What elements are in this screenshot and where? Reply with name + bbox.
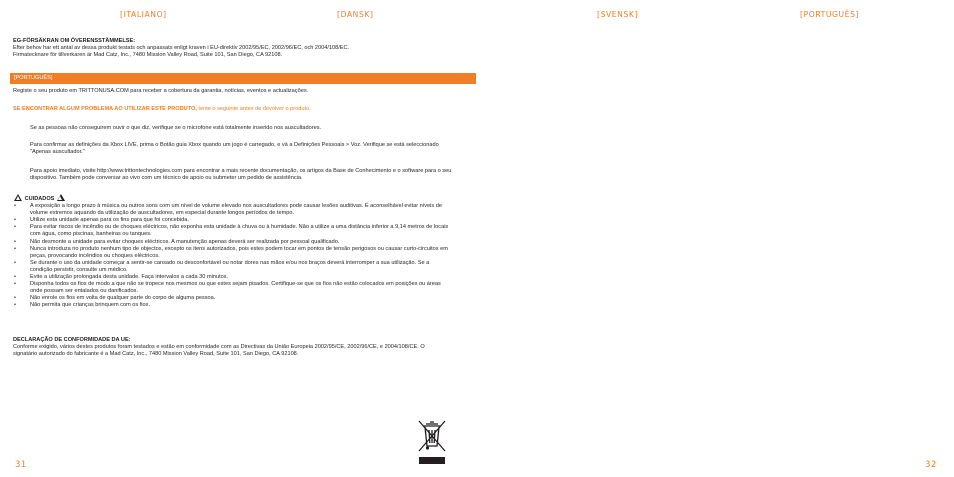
nav-italiano[interactable]: [ITALIANO] xyxy=(120,10,167,19)
svensk-declaration-line1: Efter behov har ett antal av dessa produkt testats och anpassats enligt kraven i EU-direktiv 2002/95/EC, 2002/96/EC, och 2004/108/EC. xyxy=(13,45,350,51)
svensk-declaration-heading: EG-FÖRSÄKRAN OM ÖVERENSSTÄMMELSE: xyxy=(13,38,136,44)
list-item: • Se durante o uso da unidade começar a sentir-se cansado ou desconfortável ou notar dores nas mãos e/ou nos braços deverá interromper a sua utilização. Se a condição persistir, consulte um médico. xyxy=(13,260,453,274)
page-number-right: 32 xyxy=(925,460,937,470)
list-item: • Utilize esta unidade apenas para os fins para que foi concebida. xyxy=(13,217,453,224)
cautions-heading: CUIDADOS xyxy=(24,196,55,202)
svensk-declaration xyxy=(13,38,448,59)
eu-declaration xyxy=(13,337,449,358)
list-item: • Não enrole os fios em volta de qualquer parte do corpo de alguma pessoa. xyxy=(13,295,453,302)
warning-triangle-icon xyxy=(57,194,65,201)
troubleshoot-heading: SE ENCONTRAR ALGUM PROBLEMA AO UTILIZAR ESTE PRODUTO, xyxy=(13,106,197,112)
nav-dansk[interactable]: [DANSK] xyxy=(337,10,374,19)
tip-microphone: Se as pessoas não conseguirem ouvir o que diz, verifique se o microfone está totalmente inserido nos auscultadores. xyxy=(30,125,322,131)
cautions-section xyxy=(13,194,453,310)
list-item: • Evite a utilização prolongada desta unidade. Faça intervalos a cada 30 minutos. xyxy=(13,274,453,281)
eu-declaration-text: Conforme exigido, vários destes produtos foram testados e estão em conformidade com as Directivas da União Europeia 2002/95/CE, 2002/96/CE, e 2004/108/CE. O signatário autorizado do fabricante é a Mad Catz, Inc., 7480 Mission Valley Road, Suite 101, San Diego, CA 92108. xyxy=(13,344,425,358)
list-item: • Para evitar riscos de incêndio ou de choques eléctricos, não exponha esta unidade à chuva ou à humidade. Não a utilize a uma distância inferior a 9,14 metros de locais com água, como piscinas, banheiras ou tanques. xyxy=(13,224,453,238)
list-item: • Não permita que crianças brinquem com os fios. xyxy=(13,302,453,309)
list-item: • Nunca introduza no produto nenhum tipo de objectos, excepto os itens autorizados, pois estes podem tocar em pontos de tensão perigosos ou causar curto-circuitos em peças, provocando incêndios ou choques eléctricos. xyxy=(13,246,453,260)
cautions-list xyxy=(13,203,453,309)
troubleshoot-intro-text: tente o seguinte antes de devolver o produto. xyxy=(196,106,311,112)
list-item: • Disponha todos os fios de modo a que não se tropece nos mesmos ou que estes sejam pisados. Certifique-se que os fios não estão colocados em posições ou áreas onde possam ser entalados ou danificados. xyxy=(13,281,453,295)
nav-portugues[interactable]: [PORTUGUÊS] xyxy=(800,10,860,19)
cautions-title xyxy=(13,194,453,203)
page-number-left: 31 xyxy=(15,460,27,470)
svensk-declaration-line2: Firmatecknare för tillverkaren är Mad Catz, Inc., 7480 Mission Valley Road, Suite 101, San Diego, CA 92108. xyxy=(13,52,283,58)
tip-support: Para apoio imediato, visite http://www.trittontechnologies.com para encontrar a mais recente documentação, os artigos da Base de Conhecimento e o software para o seu dispositivo. Também pode conversar ao vivo com um técnico de apoio ou submeter um pedido de assistência. xyxy=(30,168,452,182)
warning-triangle-icon xyxy=(14,194,22,201)
weee-crossed-bin-icon xyxy=(417,420,447,465)
section-bar-portugues: [PORTUGUÊS] xyxy=(10,73,476,84)
eu-declaration-heading: DECLARAÇÃO DE CONFORMIDADE DA UE: xyxy=(13,337,131,343)
nav-svensk[interactable]: [SVENSK] xyxy=(597,10,639,19)
register-text: Registe o seu produto em TRITTONUSA.COM para receber a cobertura da garantia, notícias, eventos e actualizações. xyxy=(13,88,309,94)
list-item: • Não desmonte a unidade para evitar choques eléctricos. A manutenção apenas deverá ser realizada por pessoal qualificado. xyxy=(13,239,453,246)
list-item: • A exposição a longo prazo à música ou outros sons com um nível de volume elevado nos auscultadores pode causar lesões auditivas. É aconselhável evitar níveis de volume extremos aquando da utilização de auscultadores, em especial durante longos períodos de tempo. xyxy=(13,203,453,217)
troubleshoot-intro xyxy=(13,106,453,113)
tip-xbox-live: Para confirmar as definições da Xbox LIVE, prima o Botão guia Xbox quando um jogo é carregado, e vá a Definições Pessoais > Voz. Verifique se está seleccionado "Apenas auscultador." xyxy=(30,142,439,156)
